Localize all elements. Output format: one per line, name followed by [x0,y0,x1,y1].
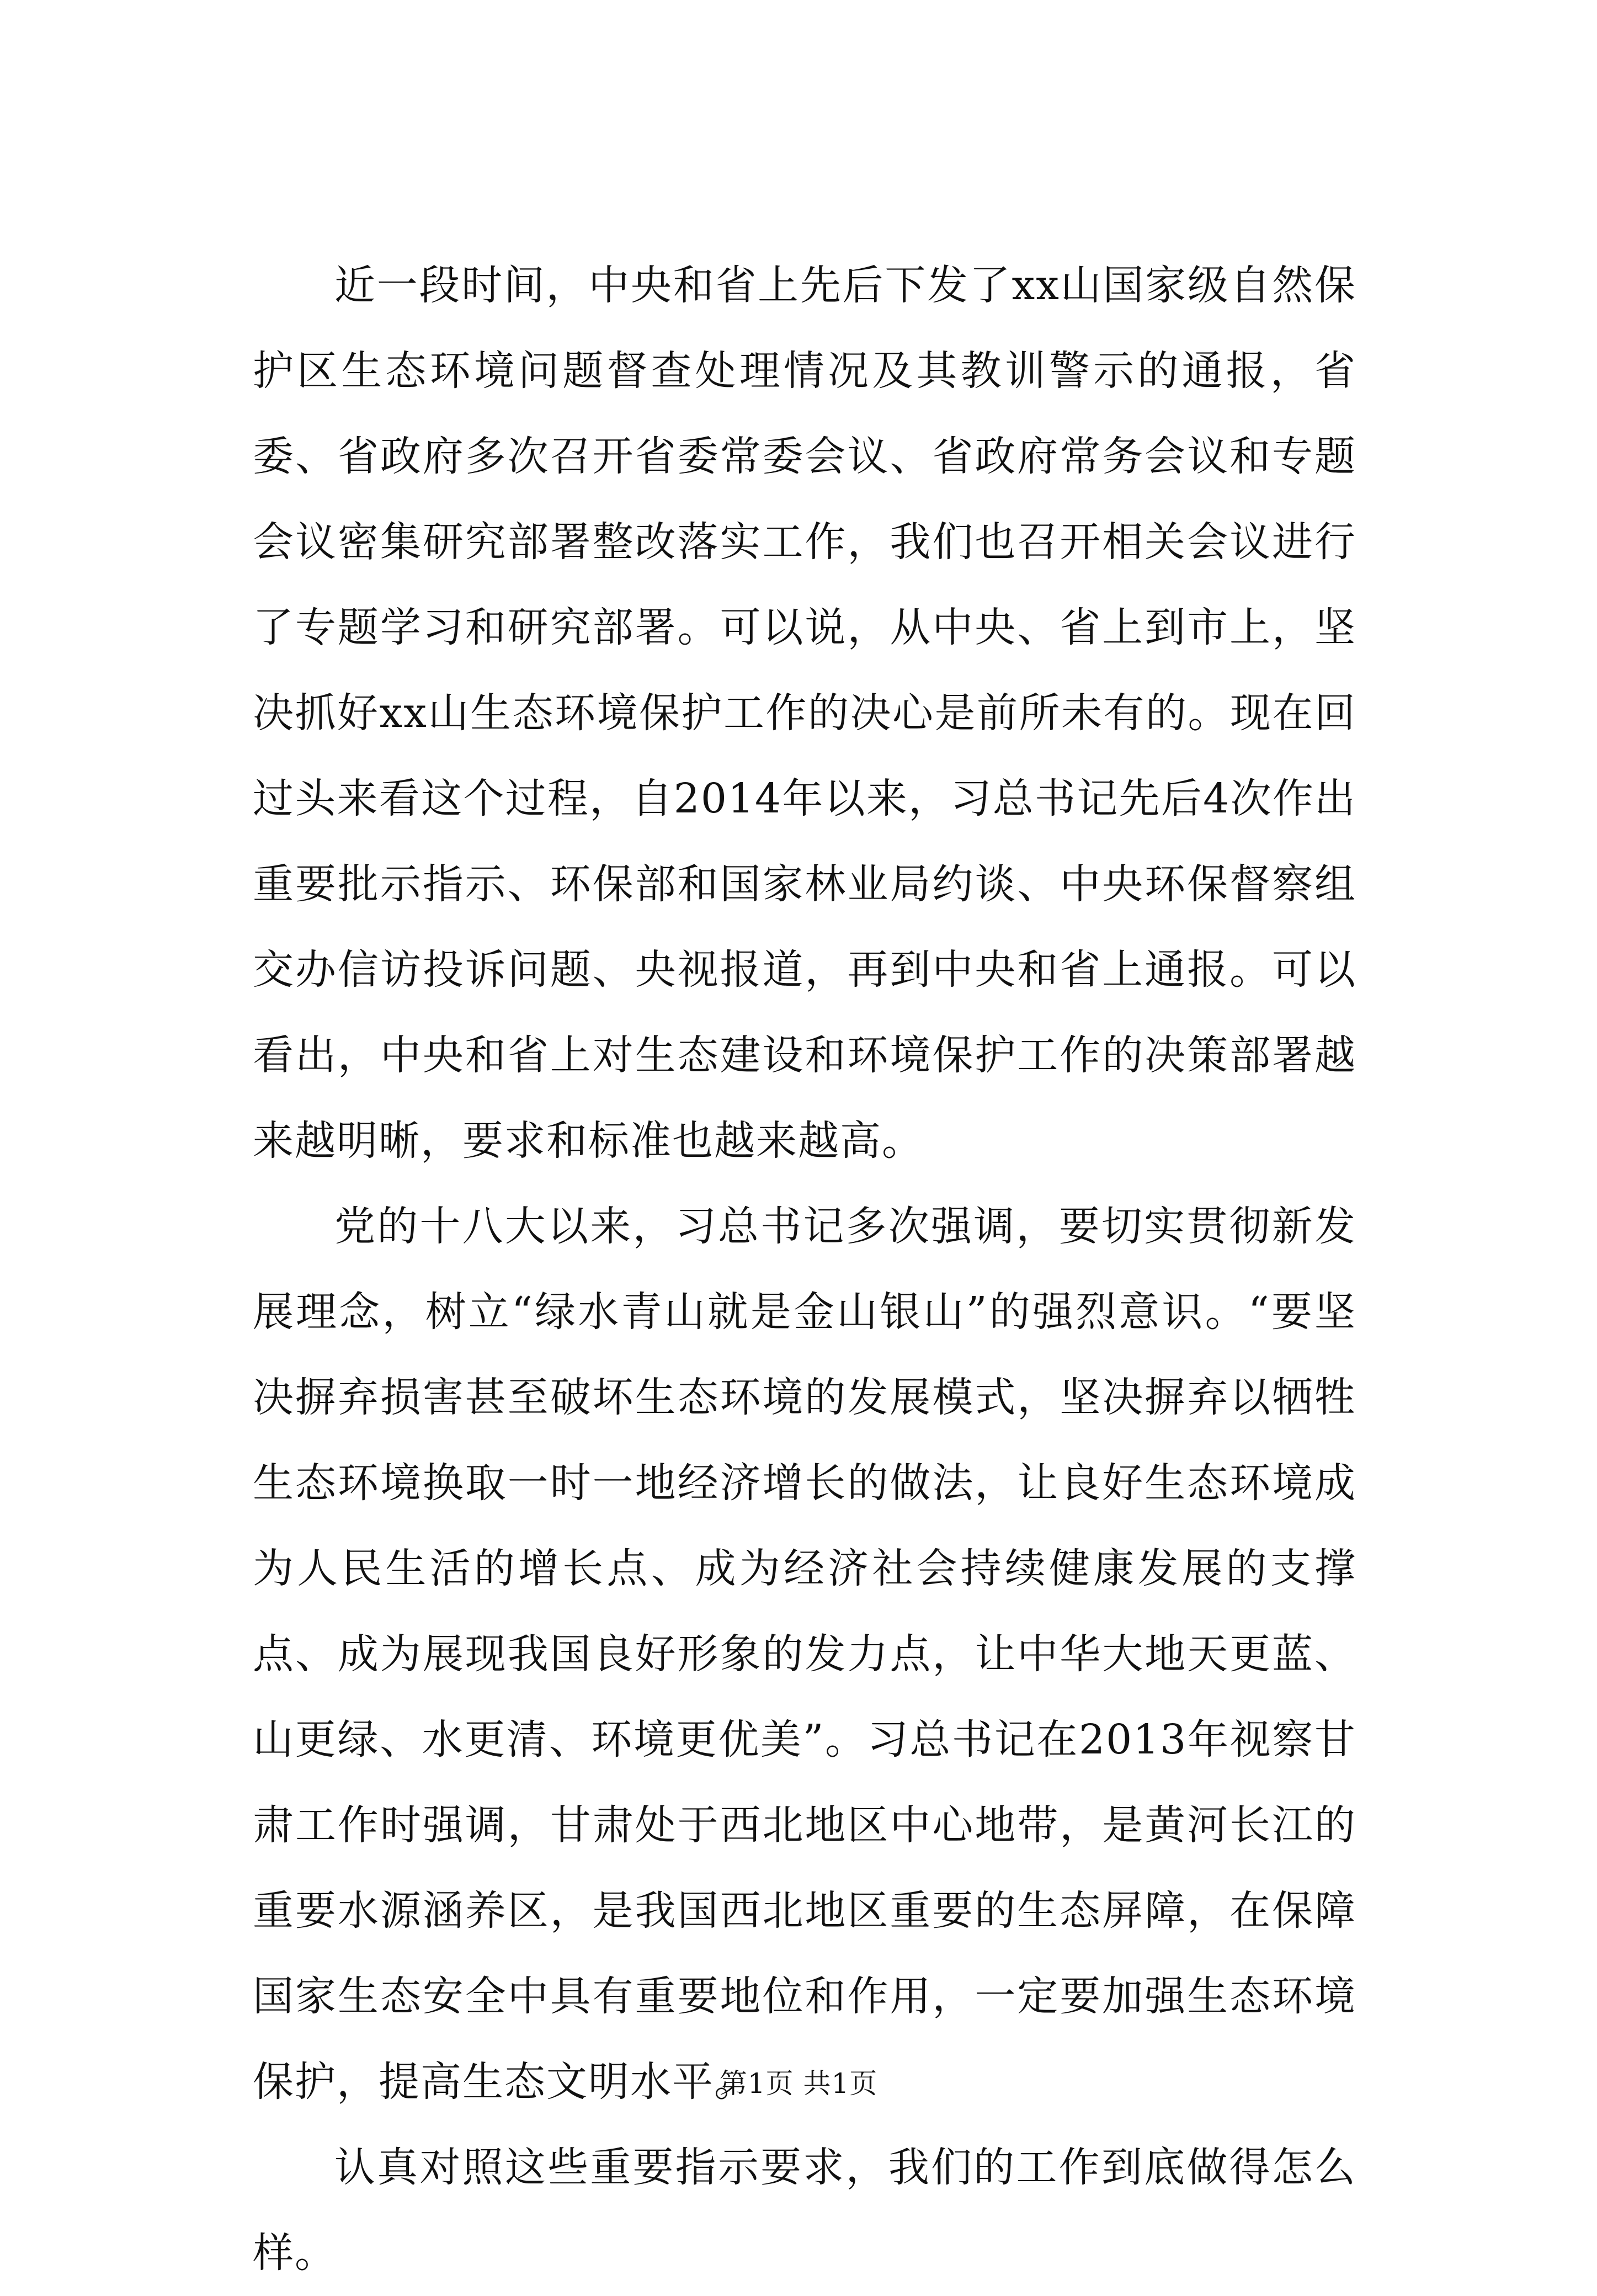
paragraph-3: 认真对照这些重要指示要求，我们的工作到底做得怎么样。 [253,2144,1356,2277]
paragraph-2: 党的十八大以来，习总书记多次强调，要切实贯彻新发展理念，树立“绿水青山就是金山银山”的强烈意识。“要坚决摒弃损害甚至破坏生态环境的发展模式，坚决摒弃以牺牲生态环境换取一时一地经济增长的做法，让良好生态环境成为人民生活的增长点、成为经济社会持续健康发展的支撑点、成为展现我国良好形象的发力点，让中华大地天更蓝、山更绿、水更清、环境更优美”。习总书记在2013年视察甘肃工作时强调，甘肃处于西北地区中心地带，是黄河长江的重要水源涵养区，是我国西北地区重要的生态屏障，在保障国家生态安全中具有重要地位和作用，一定要加强生态环境保护，提高生态文明水平。 [253,1203,1356,2106]
paragraph-1: 近一段时间，中央和省上先后下发了xx山国家级自然保护区生态环境问题督查处理情况及其教训警示的通报，省委、省政府多次召开省委常委会议、省政府常务会议和专题会议密集研究部署整改落实工作，我们也召开相关会议进行了专题学习和研究部署。可以说，从中央、省上到市上，坚决抓好xx山生态环境保护工作的决心是前所未有的。现在回过头来看这个过程，自2014年以来，习总书记先后4次作出重要批示指示、环保部和国家林业局约谈、中央环保督察组交办信访投诉问题、央视报道，再到中央和省上通报。可以看出，中央和省上对生态建设和环境保护工作的决策部署越来越明晰，要求和标准也越来越高。 [253,262,1356,1165]
page-footer: 第1页 共1页 [719,2068,878,2100]
document-body [253,243,1356,2296]
